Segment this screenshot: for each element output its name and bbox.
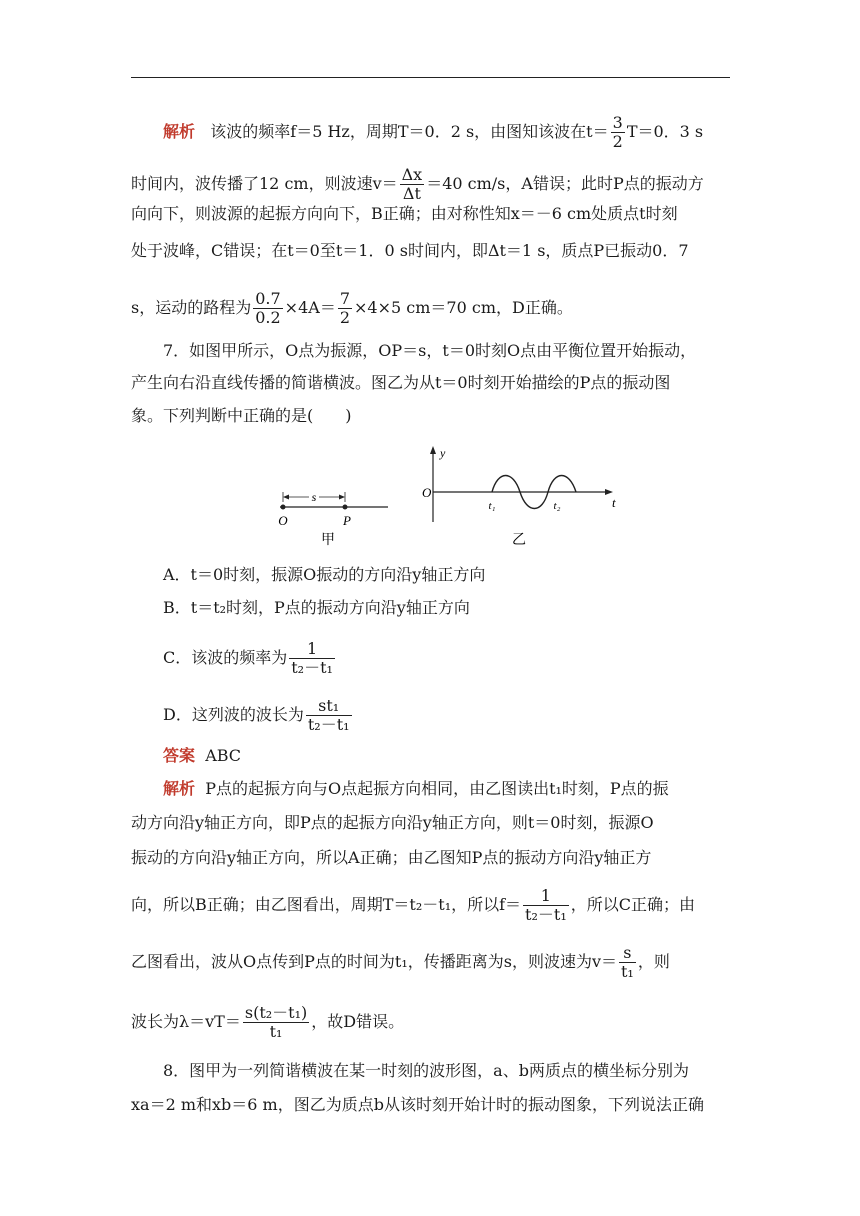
analysis2-line5: 乙图看出，波从O点传到P点的时间为t₁，传播距离为s，则波速为v＝ $\frac{s}{\text{t₁}}$ ，则	[131, 943, 670, 981]
q8-line1: 8．图甲为一列简谐横波在某一时刻的波形图，a、b两质点的横坐标分别为	[163, 1061, 689, 1080]
answer-value: ABC	[205, 746, 242, 765]
analysis1-line1: 解析 该波的频率f＝5 Hz，周期T＝0．2 s，由图知该波在t＝ $\frac{3}{2}$ T＝0．3 s	[163, 113, 704, 151]
q7-line1: 7．如图甲所示，O点为振源，OP＝s，t＝0时刻O点由平衡位置开始振动，	[163, 341, 697, 360]
fraction: $\frac{3}{2}$	[612, 113, 623, 151]
analysis-label: 解析	[163, 779, 196, 798]
p-label: P	[343, 513, 351, 528]
analysis1-line3: 向向下，则波源的起振方向向下，B正确；由对称性知x＝－6 cm处质点t时刻	[131, 204, 678, 223]
fraction: $\frac{s}{\text{t₁}}$	[620, 943, 634, 981]
analysis1-line2: 时间内，波传播了12 cm，则波速v＝ $\frac{\Delta x}{\Delta t}$ ＝40 cm/s，A错误；此时P点的振动方	[131, 165, 704, 203]
y-axis-label: y	[440, 446, 446, 460]
point-p	[343, 505, 348, 510]
analysis-label: 解析	[163, 122, 196, 141]
q7-line2: 产生向右沿直线传播的简谐横波。图乙为从t＝0时刻开始描绘的P点的振动图	[131, 373, 671, 392]
origin-label: O	[422, 485, 432, 500]
q7-answer	[163, 745, 763, 767]
analysis1-line5: s，运动的路程为 $\frac{0.7}{0.2}$ ×4A＝ $\frac{7}{2}$ ×4×5 cm＝70 cm，D正确。	[131, 289, 573, 327]
fraction: $\frac{0.7}{0.2}$	[255, 289, 281, 327]
analysis2-line1: 解析 P点的起振方向与O点起振方向相同，由乙图读出t₁时刻，P点的振	[163, 779, 669, 798]
q8-line2: xa＝2 m和xb＝6 m，图乙为质点b从该时刻开始计时的振动图象，下列说法正确	[131, 1095, 704, 1114]
analysis2-line3: 振动的方向沿y轴正方向，所以A正确；由乙图知P点的振动方向沿y轴正方	[131, 848, 652, 867]
analysis2-line6: 波长为λ＝vT＝ $\frac{\text{s(t₂－t₁)}}{\text{t₁}}$ ，故D错误。	[131, 1003, 405, 1041]
analysis1-line4: 处于波峰，C错误；在t＝0至t＝1．0 s时间内，即Δt＝1 s，质点P已振动0．7	[131, 241, 689, 260]
analysis2-line2: 动方向沿y轴正方向，即P点的起振方向沿y轴正方向，则t＝0时刻，振源O	[131, 813, 654, 832]
distance-label: s	[311, 490, 317, 504]
header-rule	[131, 77, 730, 78]
answer-label: 答案	[163, 746, 196, 765]
fraction: $\frac{\text{s(t₂－t₁)}}{\text{t₁}}$	[244, 1003, 308, 1041]
fraction: $\frac{\text{st₁}}{\text{t₂－t₁}}$	[307, 696, 350, 734]
figure-jia-label: 甲	[321, 533, 335, 548]
t1-label: t₁	[488, 500, 496, 512]
fraction: $\frac{\Delta x}{\Delta t}$	[401, 165, 423, 203]
point-o	[281, 505, 286, 510]
t2-label: t₂	[553, 500, 561, 512]
q7-option-a: A．t＝0时刻，振源O振动的方向沿y轴正方向	[163, 565, 486, 584]
q7-line3: 象。下列判断中正确的是( )	[131, 406, 352, 425]
fraction: $\frac{1}{\text{t₂－t₁}}$	[291, 639, 333, 677]
q7-figure	[270, 444, 630, 552]
q7-option-b: B．t＝t₂时刻，P点的振动方向沿y轴正方向	[163, 598, 470, 617]
fraction: $\frac{7}{2}$	[339, 289, 351, 327]
o-label-jia: O	[278, 513, 288, 528]
t-axis-label: t	[612, 495, 616, 510]
figure-yi-label: 乙	[512, 533, 526, 548]
fraction: $\frac{1}{\text{t₂－t₁}}$	[525, 886, 567, 924]
q7-option-c: C．该波的频率为 $\frac{1}{\text{t₂－t₁}}$	[163, 639, 333, 677]
analysis2-line4: 向，所以B正确；由乙图看出，周期T＝t₂－t₁，所以f＝ $\frac{1}{\text{t₂－t₁}}$ ，所以C正确；由	[131, 886, 695, 924]
q7-option-d: D．这列波的波长为 $\frac{\text{st₁}}{\text{t₂－t₁}}$	[163, 696, 350, 734]
